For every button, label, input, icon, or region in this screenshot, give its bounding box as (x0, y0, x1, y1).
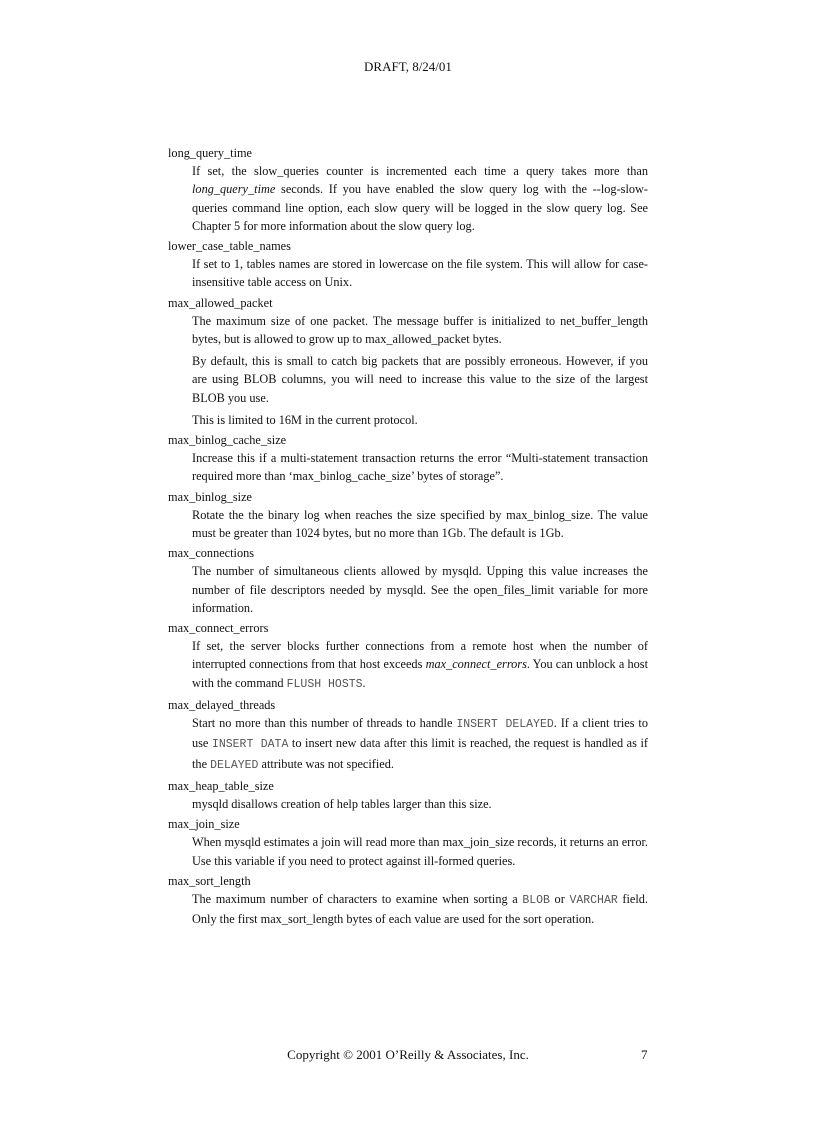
definition-term: max_heap_table_size (168, 778, 274, 793)
copyright-notice: Copyright © 2001 O’Reilly & Associates, Inc. (287, 1047, 529, 1062)
definition-entry (168, 777, 648, 813)
definition-term: long_query_time (168, 146, 253, 160)
body-text: Rotate the the binary log when reaches the size specified by max_binlog_size. The value must be greater than 1024 bytes, but no more than 1Gb. The default is 1Gb. (192, 507, 648, 541)
body-text: mysqld disallows creation of help tables larger than this size. (192, 796, 492, 811)
definition-term: max_binlog_cache_size (168, 433, 287, 448)
body-text: If set, the server blocks further connections from a remote host when the number of interrupted connections from that host exceeds (192, 639, 648, 672)
definition-paragraph (192, 255, 648, 291)
definition-term: max_connect_errors (168, 621, 269, 636)
emphasis-text: long_query_time (192, 182, 276, 197)
draft-date-label: DRAFT, 8/24/01 (364, 59, 452, 74)
definition-term: max_sort_length (168, 873, 251, 888)
body-text: The maximum number of characters to examine when sorting a (192, 891, 523, 906)
body-text: to insert new data after this limit is reached, the request is handled as if the (192, 736, 648, 771)
body-text: The maximum size of one packet. The message buffer is initialized to net_buffer_length bytes, but is allowed to grow up to max_allowed_packet bytes. (192, 313, 648, 347)
definition-term: max_allowed_packet (168, 295, 273, 310)
body-text: If set, the slow_queries counter is incremented each time a query takes more than (192, 164, 648, 179)
definition-paragraph (192, 411, 648, 429)
definition-paragraph (192, 890, 648, 928)
definition-entry (168, 544, 648, 617)
definition-entry (168, 872, 648, 929)
definition-paragraph (192, 352, 648, 407)
definition-paragraph (192, 637, 648, 694)
body-text: . If a client tries to use (192, 716, 648, 751)
body-text: . You can unblock a host with the command (192, 657, 649, 690)
code-literal: FLUSH HOSTS (286, 677, 363, 691)
body-text: seconds. If you have enabled the slow query log with the --log-slow-queries command line option, each slow query will be logged in the slow query log. See Chapter 5 for more information about the slow query log. (192, 182, 648, 233)
definition-paragraph (192, 795, 648, 813)
body-text: Start no more than this number of threads to handle (192, 716, 457, 731)
definition-entry (168, 144, 648, 235)
definition-entry (168, 237, 648, 292)
body-text: If set to 1, tables names are stored in lowercase on the file system. This will allow for case-insensitive table access on Unix. (192, 257, 648, 290)
code-literal: BLOB (522, 893, 550, 907)
body-text: field. Only the first max_sort_length bytes of each value are used for the sort operation. (192, 891, 648, 927)
definition-term: max_binlog_size (168, 489, 253, 504)
body-text: By default, this is small to catch big packets that are possibly erroneous. However, if you are using BLOB columns, you will need to increase this value to the size of the largest BLOB you use. (192, 354, 648, 405)
definition-paragraph (192, 714, 648, 775)
page-number: 7 (641, 1047, 648, 1062)
definition-entry (168, 696, 648, 775)
definition-entry (168, 619, 648, 694)
definition-entry (168, 488, 648, 543)
code-literal: INSERT DATA (211, 738, 289, 752)
body-text: . (362, 675, 366, 690)
definition-paragraph (192, 312, 648, 348)
definition-term: max_join_size (168, 817, 240, 832)
code-literal: VARCHAR (569, 893, 618, 907)
body-text: or (549, 891, 570, 906)
definition-paragraph (192, 562, 648, 617)
body-text: This is limited to 16M in the current protocol. (192, 412, 418, 427)
definition-term: max_connections (168, 546, 255, 561)
code-literal: INSERT DELAYED (456, 718, 554, 732)
variable-definition-list (168, 144, 648, 930)
definition-term: lower_case_table_names (168, 239, 291, 254)
body-text: The number of simultaneous clients allowed by mysqld. Upping this value increases the number of file descriptors needed by mysqld. See the open_files_limit variable for more information. (192, 564, 648, 615)
definition-entry (168, 815, 648, 870)
emphasis-text: max_connect_errors (425, 657, 527, 672)
code-literal: DELAYED (210, 758, 259, 772)
definition-paragraph (192, 506, 648, 542)
definition-entry (168, 294, 648, 429)
definition-term: max_delayed_threads (168, 697, 276, 712)
body-text: When mysqld estimates a join will read more than max_join_size records, it returns an error. Use this variable if you need to protect against ill-formed queries. (192, 835, 648, 868)
definition-paragraph (192, 449, 648, 485)
body-text: attribute was not specified. (258, 756, 394, 771)
definition-paragraph (192, 162, 648, 235)
page-header (0, 59, 816, 75)
definition-paragraph (192, 833, 648, 869)
body-text: Increase this if a multi-statement transaction returns the error “Multi-statement transaction required more than ‘max_binlog_cache_size’ bytes of storage”. (192, 451, 648, 484)
definition-entry (168, 431, 648, 486)
